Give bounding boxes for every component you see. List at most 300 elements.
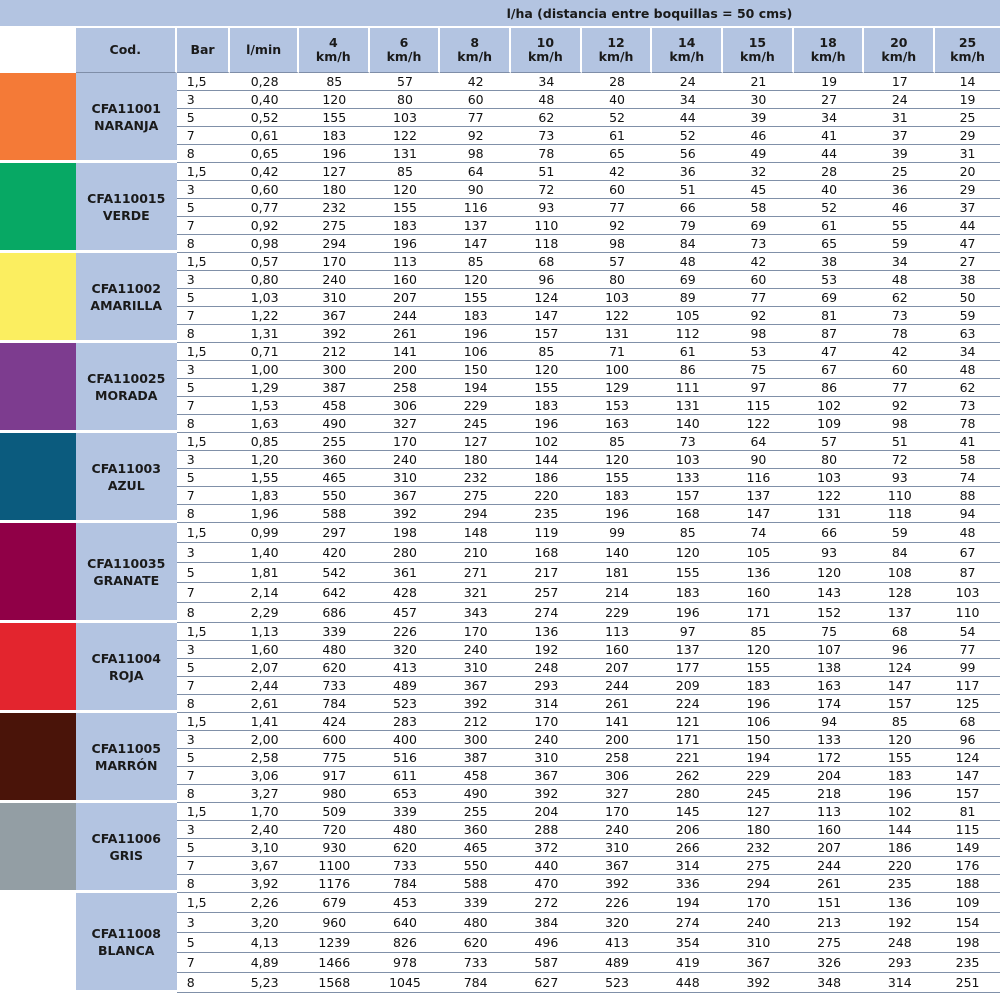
bar-cell: 5 [177, 933, 231, 953]
nozzle-color-name: ROJA [108, 667, 144, 683]
lha-cell: 188 [935, 875, 1000, 893]
nozzle-color-name: BLANCA [98, 942, 155, 958]
lha-cell: 54 [935, 623, 1000, 641]
lha-cell: 133 [652, 469, 723, 487]
lha-cell: 367 [370, 487, 441, 505]
lha-cell: 327 [370, 415, 441, 433]
lha-cell: 59 [935, 307, 1000, 325]
lha-cell: 42 [864, 343, 935, 361]
lha-cell: 94 [794, 713, 865, 731]
lha-cell: 81 [794, 307, 865, 325]
lha-cell: 71 [582, 343, 653, 361]
lha-cell: 348 [794, 973, 865, 993]
lha-cell: 148 [440, 523, 511, 543]
lha-cell: 96 [935, 731, 1000, 749]
table-row [0, 73, 1000, 91]
lha-cell: 221 [652, 749, 723, 767]
header-speed-15 [723, 28, 794, 73]
lha-cell: 720 [299, 821, 370, 839]
lha-cell: 48 [511, 91, 582, 109]
lmin-cell: 5,23 [230, 973, 299, 993]
lha-cell: 51 [511, 163, 582, 181]
lha-cell: 1100 [299, 857, 370, 875]
lha-cell: 25 [864, 163, 935, 181]
lmin-cell: 3,20 [230, 913, 299, 933]
lmin-cell: 1,41 [230, 713, 299, 731]
lha-cell: 261 [370, 325, 441, 343]
lha-cell: 336 [652, 875, 723, 893]
lha-cell: 110 [864, 487, 935, 505]
lha-cell: 220 [864, 857, 935, 875]
lha-cell: 155 [582, 469, 653, 487]
lha-cell: 226 [370, 623, 441, 641]
lha-cell: 489 [582, 953, 653, 973]
speed-value: 25 [958, 35, 977, 50]
lha-cell: 516 [370, 749, 441, 767]
lha-cell: 240 [582, 821, 653, 839]
lha-cell: 196 [511, 415, 582, 433]
lha-cell: 122 [723, 415, 794, 433]
lha-cell: 240 [723, 913, 794, 933]
lha-cell: 775 [299, 749, 370, 767]
lha-cell: 262 [652, 767, 723, 785]
lha-cell: 103 [652, 451, 723, 469]
lha-cell: 207 [794, 839, 865, 857]
lha-cell: 52 [582, 109, 653, 127]
bar-cell: 5 [177, 659, 231, 677]
lha-cell: 93 [794, 543, 865, 563]
nozzle-color-name: NARANJA [94, 117, 159, 133]
nozzle-code: CFA11003 [91, 460, 161, 476]
lha-cell: 232 [299, 199, 370, 217]
lha-cell: 92 [864, 397, 935, 415]
lha-cell: 120 [864, 731, 935, 749]
lha-cell: 85 [299, 73, 370, 91]
lha-cell: 611 [370, 767, 441, 785]
bar-cell: 3 [177, 821, 231, 839]
lha-cell: 457 [370, 603, 441, 623]
lha-cell: 372 [511, 839, 582, 857]
lha-cell: 73 [511, 127, 582, 145]
lha-cell: 53 [794, 271, 865, 289]
lha-cell: 30 [723, 91, 794, 109]
lha-cell: 60 [864, 361, 935, 379]
lha-cell: 29 [935, 181, 1000, 199]
bar-cell: 8 [177, 875, 231, 893]
nozzle-code-cell [76, 73, 177, 163]
lha-cell: 92 [723, 307, 794, 325]
lha-cell: 61 [582, 127, 653, 145]
lha-cell: 523 [370, 695, 441, 713]
lha-cell: 52 [652, 127, 723, 145]
header-swatch-gap [0, 28, 76, 73]
lha-cell: 93 [864, 469, 935, 487]
lha-cell: 58 [935, 451, 1000, 469]
nozzle-color-name: MARRÓN [95, 757, 158, 773]
lmin-cell: 4,13 [230, 933, 299, 953]
lha-cell: 151 [794, 893, 865, 913]
lha-cell: 248 [511, 659, 582, 677]
lha-cell: 235 [511, 505, 582, 523]
speed-unit: km/h [740, 49, 775, 64]
lha-cell: 85 [511, 343, 582, 361]
lha-cell: 180 [299, 181, 370, 199]
lha-cell: 180 [440, 451, 511, 469]
lha-cell: 310 [440, 659, 511, 677]
bar-cell: 7 [177, 487, 231, 505]
lha-cell: 163 [794, 677, 865, 695]
lha-cell: 100 [582, 361, 653, 379]
lha-cell: 116 [440, 199, 511, 217]
header-speed-6 [370, 28, 441, 73]
lha-cell: 465 [440, 839, 511, 857]
nozzle-code-cell [76, 893, 177, 993]
lha-cell: 90 [723, 451, 794, 469]
lha-cell: 120 [723, 641, 794, 659]
lha-cell: 152 [794, 603, 865, 623]
lha-cell: 310 [723, 933, 794, 953]
lha-cell: 28 [582, 73, 653, 91]
lha-cell: 59 [864, 523, 935, 543]
lha-cell: 131 [582, 325, 653, 343]
nozzle-code-cell [76, 343, 177, 433]
lha-cell: 261 [794, 875, 865, 893]
lmin-cell: 0,71 [230, 343, 299, 361]
lha-cell: 120 [440, 271, 511, 289]
table-row [0, 713, 1000, 731]
header-speed-18 [794, 28, 865, 73]
lha-cell: 420 [299, 543, 370, 563]
lha-cell: 733 [370, 857, 441, 875]
lha-cell: 297 [299, 523, 370, 543]
table-row [0, 623, 1000, 641]
nozzle-color-name: GRIS [109, 847, 144, 863]
lha-cell: 930 [299, 839, 370, 857]
lha-cell: 245 [723, 785, 794, 803]
lha-cell: 94 [935, 505, 1000, 523]
lha-cell: 118 [864, 505, 935, 523]
lha-cell: 320 [582, 913, 653, 933]
lha-cell: 120 [299, 91, 370, 109]
lha-cell: 41 [935, 433, 1000, 451]
lha-cell: 153 [582, 397, 653, 415]
lha-cell: 200 [370, 361, 441, 379]
lmin-cell: 0,99 [230, 523, 299, 543]
lha-cell: 120 [652, 543, 723, 563]
lmin-cell: 0,92 [230, 217, 299, 235]
lha-cell: 113 [794, 803, 865, 821]
nozzle-code-cell [76, 803, 177, 893]
lha-cell: 31 [935, 145, 1000, 163]
bar-cell: 5 [177, 839, 231, 857]
lha-cell: 127 [723, 803, 794, 821]
lha-cell: 87 [794, 325, 865, 343]
lha-cell: 384 [511, 913, 582, 933]
speed-unit: km/h [881, 49, 917, 64]
lha-cell: 314 [864, 973, 935, 993]
lha-cell: 85 [652, 523, 723, 543]
lha-cell: 34 [864, 253, 935, 271]
lha-cell: 170 [582, 803, 653, 821]
lha-cell: 235 [935, 953, 1000, 973]
lmin-cell: 1,40 [230, 543, 299, 563]
lha-cell: 102 [511, 433, 582, 451]
header-row-columns [0, 28, 1000, 73]
lha-cell: 98 [582, 235, 653, 253]
lha-cell: 150 [723, 731, 794, 749]
lha-cell: 160 [370, 271, 441, 289]
lha-cell: 113 [370, 253, 441, 271]
lha-cell: 127 [299, 163, 370, 181]
lha-cell: 244 [370, 307, 441, 325]
nozzle-code: CFA11002 [91, 280, 161, 296]
nozzle-code-cell [76, 713, 177, 803]
lha-cell: 367 [582, 857, 653, 875]
lha-cell: 275 [299, 217, 370, 235]
lha-cell: 1045 [370, 973, 441, 993]
lmin-cell: 0,65 [230, 145, 299, 163]
lha-cell: 116 [723, 469, 794, 487]
lha-cell: 339 [440, 893, 511, 913]
header-speed-12 [582, 28, 653, 73]
lha-cell: 155 [440, 289, 511, 307]
lha-cell: 212 [440, 713, 511, 731]
lha-cell: 19 [935, 91, 1000, 109]
lha-cell: 327 [582, 785, 653, 803]
lha-cell: 80 [370, 91, 441, 109]
lha-cell: 41 [794, 127, 865, 145]
lha-cell: 57 [370, 73, 441, 91]
lha-cell: 326 [794, 953, 865, 973]
lha-cell: 86 [794, 379, 865, 397]
lha-cell: 42 [440, 73, 511, 91]
lha-cell: 248 [864, 933, 935, 953]
bar-cell: 8 [177, 415, 231, 433]
lha-cell: 251 [935, 973, 1000, 993]
lha-cell: 176 [935, 857, 1000, 875]
lmin-cell: 0,85 [230, 433, 299, 451]
bar-cell: 1,5 [177, 713, 231, 731]
lha-cell: 255 [440, 803, 511, 821]
lha-cell: 198 [935, 933, 1000, 953]
lha-cell: 63 [935, 325, 1000, 343]
lha-cell: 206 [652, 821, 723, 839]
bar-cell: 8 [177, 325, 231, 343]
lha-cell: 523 [582, 973, 653, 993]
bar-cell: 5 [177, 749, 231, 767]
lha-cell: 78 [935, 415, 1000, 433]
lha-cell: 207 [582, 659, 653, 677]
lha-cell: 1176 [299, 875, 370, 893]
bar-cell: 5 [177, 563, 231, 583]
lha-cell: 733 [440, 953, 511, 973]
lha-cell: 550 [440, 857, 511, 875]
lha-cell: 40 [794, 181, 865, 199]
lha-cell: 84 [652, 235, 723, 253]
lha-cell: 183 [299, 127, 370, 145]
speed-unit: km/h [457, 49, 493, 64]
lha-cell: 587 [511, 953, 582, 973]
lha-cell: 46 [723, 127, 794, 145]
bar-cell: 8 [177, 145, 231, 163]
lha-cell: 620 [299, 659, 370, 677]
lmin-cell: 3,10 [230, 839, 299, 857]
lha-cell: 170 [299, 253, 370, 271]
lmin-cell: 0,60 [230, 181, 299, 199]
lha-cell: 55 [864, 217, 935, 235]
lha-cell: 84 [864, 543, 935, 563]
lha-cell: 128 [864, 583, 935, 603]
color-swatch [0, 73, 76, 163]
lha-cell: 65 [582, 145, 653, 163]
lha-cell: 47 [794, 343, 865, 361]
lmin-cell: 0,77 [230, 199, 299, 217]
lmin-cell: 1,00 [230, 361, 299, 379]
nozzle-code-cell [76, 163, 177, 253]
lha-cell: 212 [299, 343, 370, 361]
lha-cell: 129 [582, 379, 653, 397]
lha-cell: 99 [582, 523, 653, 543]
lha-cell: 61 [794, 217, 865, 235]
speed-value: 6 [399, 35, 409, 50]
lha-cell: 224 [652, 695, 723, 713]
lha-cell: 257 [511, 583, 582, 603]
lha-cell: 170 [440, 623, 511, 641]
lha-cell: 220 [511, 487, 582, 505]
lha-cell: 73 [935, 397, 1000, 415]
lha-cell: 448 [652, 973, 723, 993]
lha-cell: 361 [370, 563, 441, 583]
lmin-cell: 1,81 [230, 563, 299, 583]
bar-cell: 3 [177, 451, 231, 469]
lha-cell: 155 [299, 109, 370, 127]
lha-cell: 24 [864, 91, 935, 109]
speed-unit: km/h [669, 49, 705, 64]
lha-cell: 131 [370, 145, 441, 163]
lha-cell: 56 [652, 145, 723, 163]
lha-cell: 81 [935, 803, 1000, 821]
lha-cell: 92 [440, 127, 511, 145]
lha-cell: 160 [582, 641, 653, 659]
lha-cell: 428 [370, 583, 441, 603]
lha-cell: 48 [935, 523, 1000, 543]
bar-cell: 3 [177, 731, 231, 749]
lha-cell: 1466 [299, 953, 370, 973]
lha-cell: 196 [652, 603, 723, 623]
lha-cell: 172 [794, 749, 865, 767]
lha-cell: 207 [370, 289, 441, 307]
lha-cell: 89 [652, 289, 723, 307]
lha-cell: 343 [440, 603, 511, 623]
lha-cell: 36 [652, 163, 723, 181]
bar-cell: 1,5 [177, 163, 231, 181]
lha-cell: 38 [794, 253, 865, 271]
lha-cell: 183 [511, 397, 582, 415]
lha-cell: 160 [723, 583, 794, 603]
lmin-cell: 1,20 [230, 451, 299, 469]
lha-cell: 244 [794, 857, 865, 875]
lha-cell: 78 [511, 145, 582, 163]
lmin-cell: 1,29 [230, 379, 299, 397]
lha-cell: 87 [935, 563, 1000, 583]
lmin-cell: 1,70 [230, 803, 299, 821]
lha-cell: 49 [723, 145, 794, 163]
lha-cell: 320 [370, 641, 441, 659]
lha-cell: 77 [440, 109, 511, 127]
header-speed-8 [440, 28, 511, 73]
lha-cell: 600 [299, 731, 370, 749]
lha-cell: 214 [582, 583, 653, 603]
lha-cell: 109 [794, 415, 865, 433]
lha-cell: 339 [299, 623, 370, 641]
lha-cell: 85 [723, 623, 794, 641]
speed-value: 12 [607, 35, 625, 50]
lha-cell: 274 [652, 913, 723, 933]
bar-cell: 1,5 [177, 253, 231, 271]
lha-cell: 210 [440, 543, 511, 563]
lha-cell: 306 [582, 767, 653, 785]
lha-cell: 48 [935, 361, 1000, 379]
lha-cell: 392 [511, 785, 582, 803]
lha-cell: 258 [370, 379, 441, 397]
lmin-cell: 1,22 [230, 307, 299, 325]
bar-cell: 8 [177, 695, 231, 713]
color-swatch [0, 713, 76, 803]
nozzle-code: CFA11008 [91, 925, 161, 941]
lha-cell: 235 [864, 875, 935, 893]
lha-cell: 183 [582, 487, 653, 505]
lha-cell: 98 [864, 415, 935, 433]
lha-cell: 509 [299, 803, 370, 821]
lha-cell: 960 [299, 913, 370, 933]
lha-cell: 103 [370, 109, 441, 127]
lha-cell: 28 [794, 163, 865, 181]
lha-cell: 58 [723, 199, 794, 217]
lha-cell: 170 [370, 433, 441, 451]
table-row [0, 163, 1000, 181]
color-swatch [0, 623, 76, 713]
lha-cell: 400 [370, 731, 441, 749]
lha-cell: 74 [723, 523, 794, 543]
lha-cell: 480 [440, 913, 511, 933]
lha-cell: 154 [935, 913, 1000, 933]
lha-cell: 122 [370, 127, 441, 145]
lha-cell: 53 [723, 343, 794, 361]
lha-cell: 124 [864, 659, 935, 677]
lha-cell: 40 [582, 91, 653, 109]
lha-cell: 192 [511, 641, 582, 659]
lha-cell: 121 [652, 713, 723, 731]
speed-value: 20 [890, 35, 908, 50]
speed-unit: km/h [810, 49, 846, 64]
lmin-cell: 2,58 [230, 749, 299, 767]
lha-cell: 978 [370, 953, 441, 973]
lha-cell: 588 [440, 875, 511, 893]
lha-cell: 108 [864, 563, 935, 583]
lha-cell: 137 [723, 487, 794, 505]
lha-cell: 490 [440, 785, 511, 803]
lha-cell: 440 [511, 857, 582, 875]
header-blank-cod [76, 0, 177, 28]
lha-cell: 1568 [299, 973, 370, 993]
speed-value: 10 [536, 35, 555, 50]
lha-cell: 784 [299, 695, 370, 713]
lha-cell: 31 [864, 109, 935, 127]
lha-cell: 354 [652, 933, 723, 953]
lha-cell: 480 [370, 821, 441, 839]
speed-value: 4 [328, 35, 338, 50]
nozzle-color-name: GRANATE [93, 572, 160, 588]
